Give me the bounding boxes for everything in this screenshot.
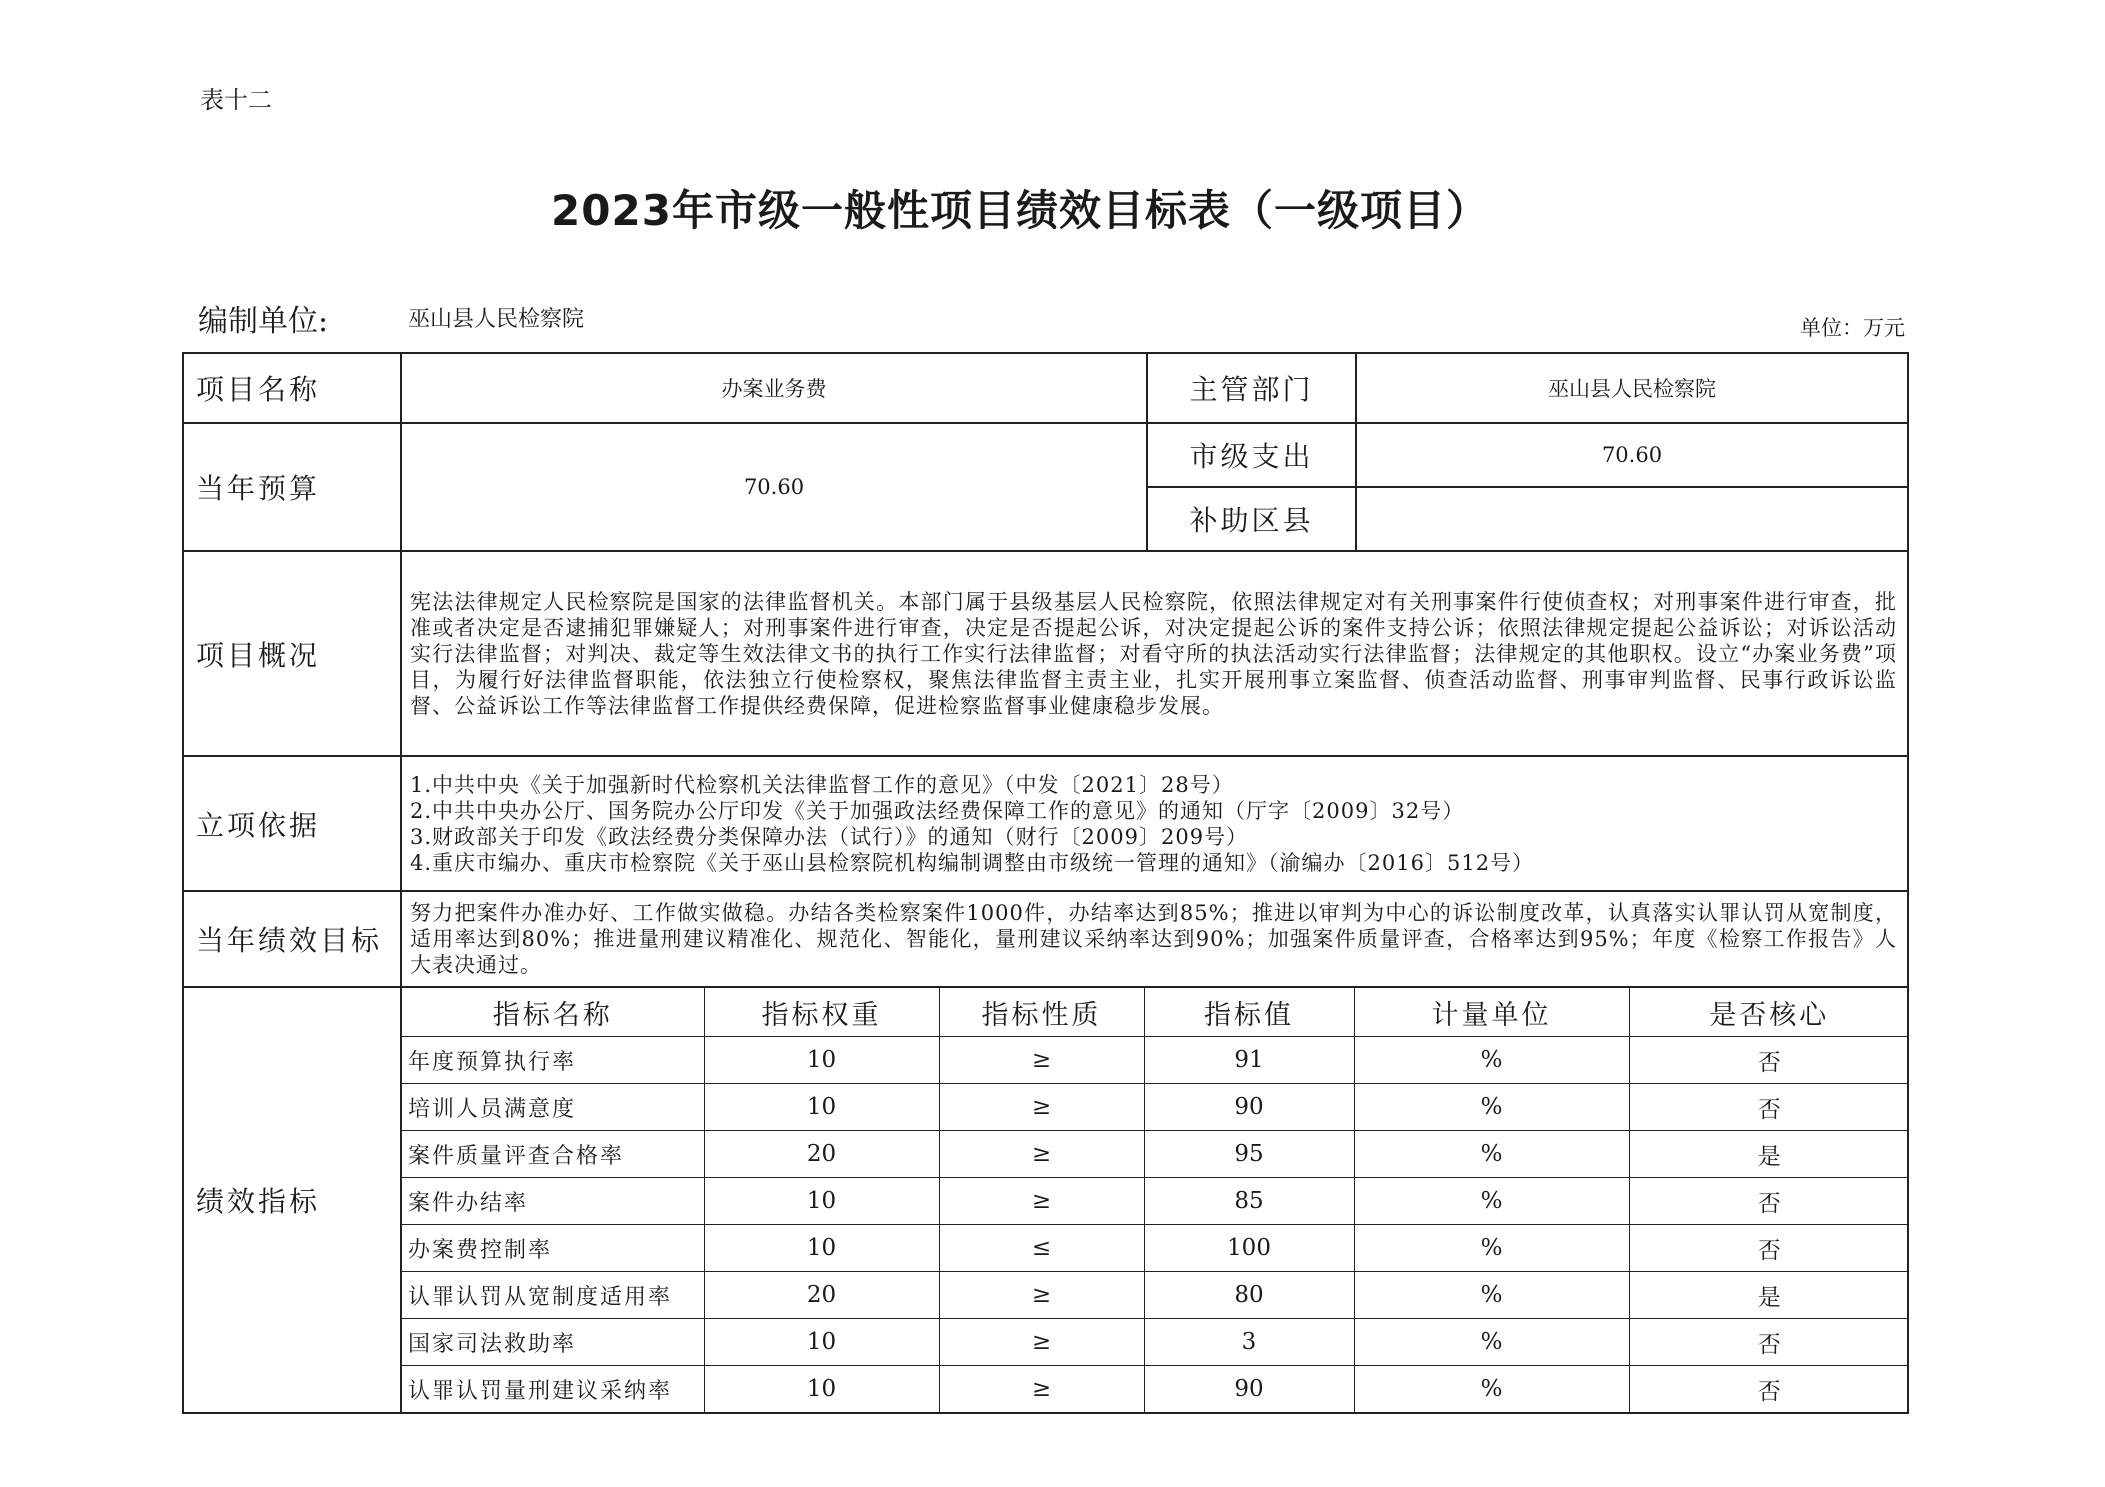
page-title: 2023年市级一般性项目绩效目标表（一级项目） [551,186,1489,235]
indicator-value: 80 [1144,1272,1354,1319]
goal-label: 当年绩效目标 [183,891,401,987]
project-name-value: 办案业务费 [401,353,1147,423]
indicator-nature: ≥ [939,1037,1144,1084]
indicator-unit: % [1354,1319,1629,1366]
indicator-weight: 10 [704,1366,939,1413]
indicator-unit: % [1354,1366,1629,1413]
indicator-weight: 10 [704,1225,939,1272]
dept-value: 巫山县人民检察院 [1356,353,1908,423]
indicator-name: 培训人员满意度 [402,1084,704,1131]
table-row [402,1272,1909,1319]
indicator-name: 办案费控制率 [402,1225,704,1272]
unit-label: 单位：万元 [1800,316,1905,340]
indicator-nature: ≥ [939,1272,1144,1319]
org-label: 编制单位: [198,304,329,339]
budget-label: 当年预算 [183,423,401,551]
indicators-cell [401,987,1908,1413]
indicator-value: 90 [1144,1084,1354,1131]
indicator-weight: 20 [704,1131,939,1178]
indicator-nature: ≤ [939,1225,1144,1272]
project-name-label: 项目名称 [183,353,401,423]
indicator-core: 是 [1629,1131,1909,1178]
overview-text: 宪法法律规定人民检察院是国家的法律监督机关。本部门属于县级基层人民检察院，依照法律规定对有关刑事案件行使侦查权；对刑事案件进行审查，批准或者决定是否逮捕犯罪嫌疑人；对刑事案件进行审查，决定是否提起公诉，对决定提起公诉的案件支持公诉；依照法律规定提起公益诉讼；对诉讼活动实行法律监督；对判决、裁定等生效法律文书的执行工作实行法律监督；对看守所的执法活动实行法律监督；法律规定的其他职权。设立“办案业务费”项目，为履行好法律监督职能，依法独立行使检察权，聚焦法律监督主责主业，扎实开展刑事立案监督、侦查活动监督、刑事审判监督、民事行政诉讼监督、公益诉讼工作等法律监督工作提供经费保障，促进检察监督事业健康稳步发展。 [401,551,1908,756]
indicator-name: 案件质量评查合格率 [402,1131,704,1178]
header-cell: 指标权重 [704,988,939,1037]
indicator-nature: ≥ [939,1084,1144,1131]
indicator-nature: ≥ [939,1319,1144,1366]
basis-list [401,756,1908,891]
indicators-header-row [402,988,1909,1037]
indicator-weight: 20 [704,1272,939,1319]
indicator-name: 认罪认罚从宽制度适用率 [402,1272,704,1319]
indicator-core: 否 [1629,1319,1909,1366]
indicator-unit: % [1354,1178,1629,1225]
indicator-unit: % [1354,1037,1629,1084]
city-expenditure-label: 市级支出 [1147,423,1356,487]
performance-table [182,352,1909,1414]
indicator-core: 否 [1629,1225,1909,1272]
indicator-value: 3 [1144,1319,1354,1366]
header-cell: 是否核心 [1629,988,1909,1037]
overview-label: 项目概况 [183,551,401,756]
dept-label: 主管部门 [1147,353,1356,423]
indicator-name: 年度预算执行率 [402,1037,704,1084]
basis-item: 4.重庆市编办、重庆市检察院《关于巫山县检察院机构编制调整由市级统一管理的通知》（渝编办〔2016〕512号） [410,850,1535,875]
indicator-name: 国家司法救助率 [402,1319,704,1366]
goal-text: 努力把案件办准办好、工作做实做稳。办结各类检察案件1000件，办结率达到85%；推进以审判为中心的诉讼制度改革，认真落实认罪认罚从宽制度，适用率达到80%；推进量刑建议精准化、规范化、智能化，量刑建议采纳率达到90%；加强案件质量评查，合格率达到95%；年度《检察工作报告》人大表决通过。 [401,891,1908,987]
indicator-unit: % [1354,1225,1629,1272]
indicator-core: 否 [1629,1084,1909,1131]
indicator-name: 案件办结率 [402,1178,704,1225]
indicator-core: 是 [1629,1272,1909,1319]
table-row [402,1131,1909,1178]
indicator-weight: 10 [704,1178,939,1225]
table-row [402,1178,1909,1225]
header-cell: 指标值 [1144,988,1354,1037]
indicator-weight: 10 [704,1319,939,1366]
indicator-core: 否 [1629,1178,1909,1225]
indicator-nature: ≥ [939,1131,1144,1178]
table-row [402,1037,1909,1084]
indicator-value: 95 [1144,1131,1354,1178]
subsidy-value [1356,487,1908,551]
indicator-unit: % [1354,1084,1629,1131]
indicator-core: 否 [1629,1037,1909,1084]
indicator-nature: ≥ [939,1366,1144,1413]
indicator-value: 85 [1144,1178,1354,1225]
table-row [402,1319,1909,1366]
indicators-label: 绩效指标 [183,987,401,1413]
city-expenditure-value: 70.60 [1356,423,1908,487]
indicator-unit: % [1354,1272,1629,1319]
indicator-value: 90 [1144,1366,1354,1413]
indicator-core: 否 [1629,1366,1909,1413]
basis-item: 1.中共中央《关于加强新时代检察机关法律监督工作的意见》（中发〔2021〕28号） [410,772,1234,797]
basis-item: 2.中共中央办公厅、国务院办公厅印发《关于加强政法经费保障工作的意见》的通知（厅字〔2009〕32号） [410,798,1465,823]
indicator-weight: 10 [704,1037,939,1084]
indicator-name: 认罪认罚量刑建议采纳率 [402,1366,704,1413]
basis-item: 3.财政部关于印发《政法经费分类保障办法（试行）》的通知（财行〔2009〕209号） [410,824,1249,849]
indicators-table [402,988,1909,1412]
indicator-value: 91 [1144,1037,1354,1084]
org-value: 巫山县人民检察院 [408,307,585,332]
header-cell: 计量单位 [1354,988,1629,1037]
table-row [402,1084,1909,1131]
indicator-unit: % [1354,1131,1629,1178]
table-row [402,1366,1909,1413]
header-cell: 指标名称 [402,988,704,1037]
indicator-nature: ≥ [939,1178,1144,1225]
indicator-weight: 10 [704,1084,939,1131]
sheet-tag: 表十二 [200,86,272,114]
basis-label: 立项依据 [183,756,401,891]
table-row [402,1225,1909,1272]
indicator-value: 100 [1144,1225,1354,1272]
subsidy-label: 补助区县 [1147,487,1356,551]
header-cell: 指标性质 [939,988,1144,1037]
budget-value: 70.60 [401,423,1147,551]
